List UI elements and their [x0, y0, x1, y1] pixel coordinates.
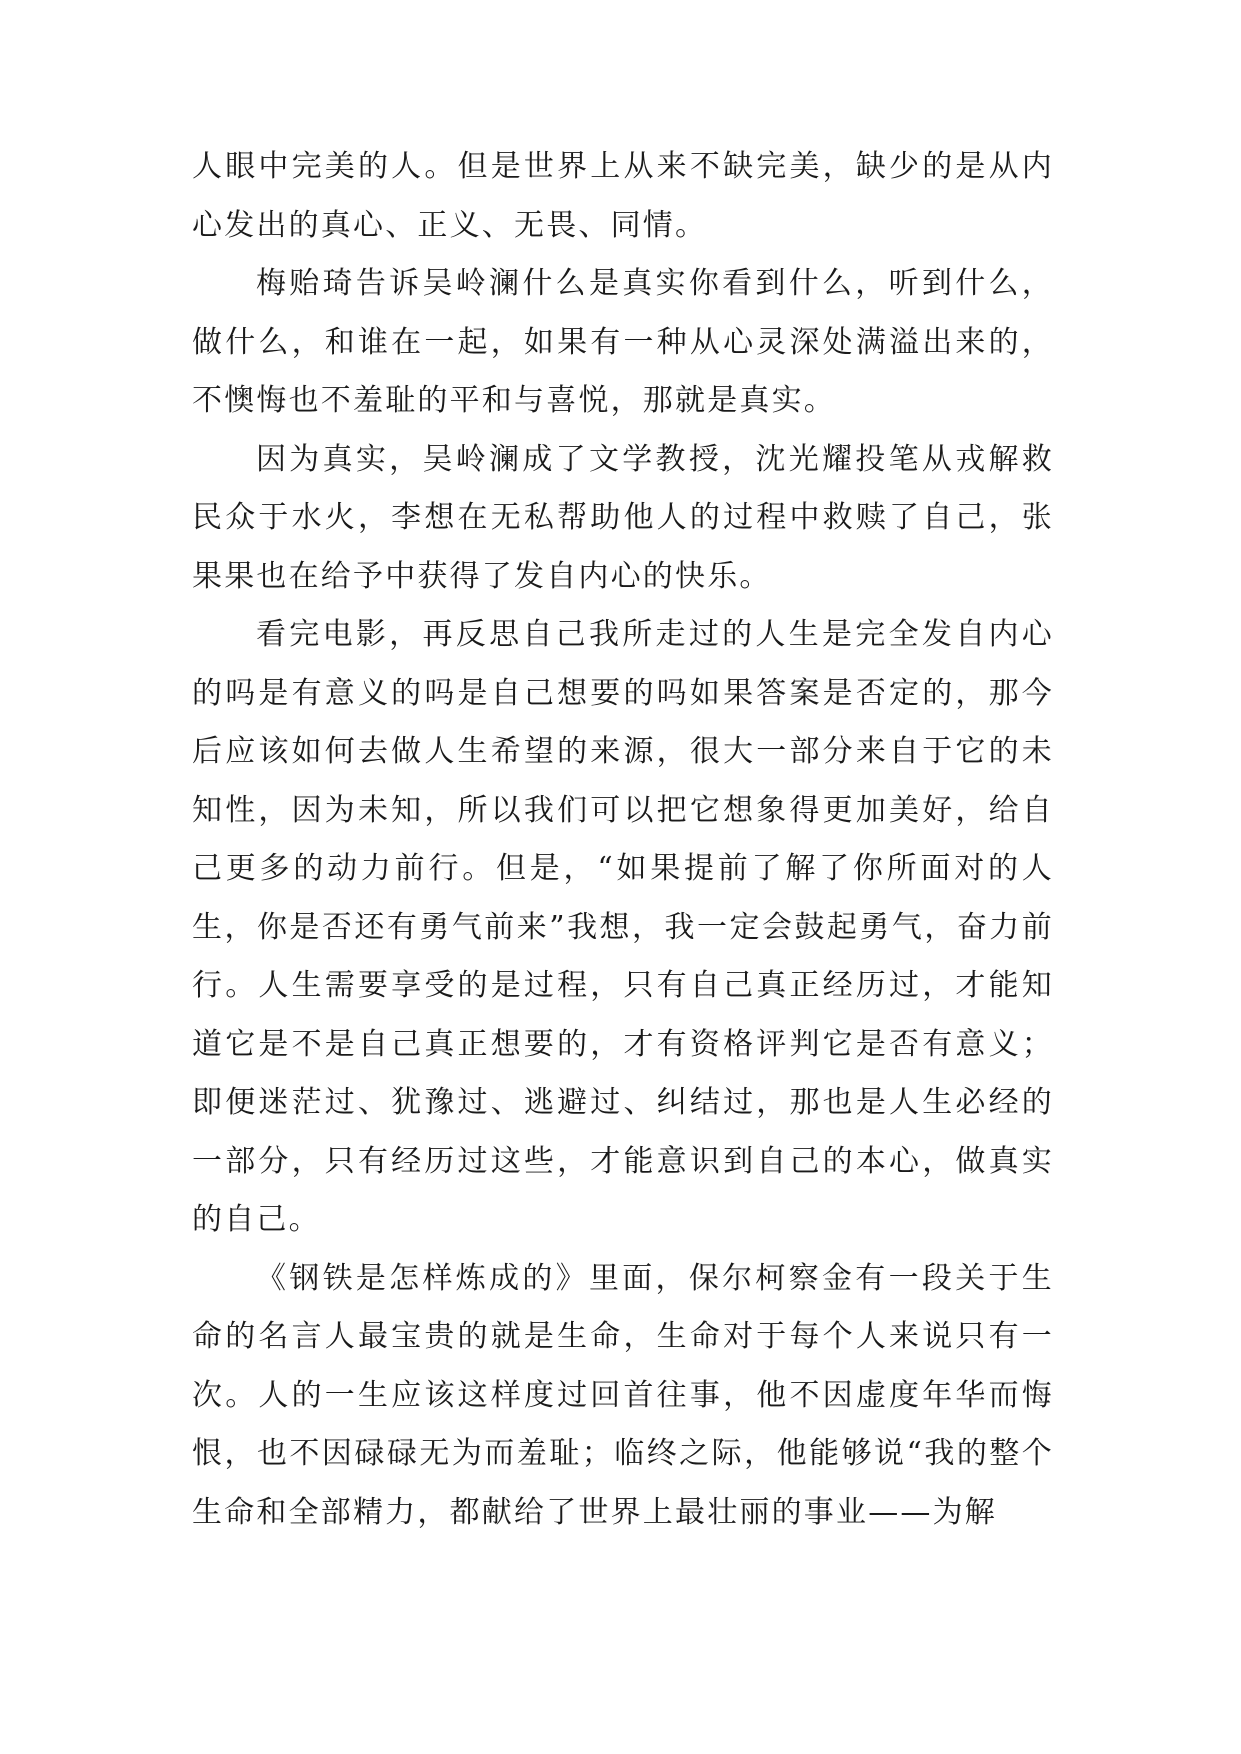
body-text: [192, 138, 1054, 1542]
paragraph-4: 看完电影，再反思自己我所走过的人生是完全发自内心的吗是有意义的吗是自己想要的吗如果答案是否定的，那今后应该如何去做人生希望的来源，很大一部分来自于它的未知性，因为未知，所以我们可以把它想象得更加美好，给自己更多的动力前行。但是，“如果提前了解了你所面对的人生，你是否还有勇气前来”我想，我一定会鼓起勇气，奋力前行。人生需要享受的是过程，只有自己真正经历过，才能知道它是不是自己真正想要的，才有资格评判它是否有意义；即便迷茫过、犹豫过、逃避过、纠结过，那也是人生必经的一部分，只有经历过这些，才能意识到自己的本心，做真实的自己。: [192, 617, 1054, 1237]
paragraph-1: 人眼中完美的人。但是世界上从来不缺完美，缺少的是从内心发出的真心、正义、无畏、同情。: [192, 149, 1054, 243]
paragraph-3: 因为真实，吴岭澜成了文学教授，沈光耀投笔从戎解救民众于水火，李想在无私帮助他人的过程中救赎了自己，张果果也在给予中获得了发自内心的快乐。: [192, 441, 1054, 594]
paragraph-5: 《钢铁是怎样炼成的》里面，保尔柯察金有一段关于生命的名言人最宝贵的就是生命，生命对于每个人来说只有一次。人的一生应该这样度过回首往事，他不因虚度年华而悔恨，也不因碌碌无为而羞耻；临终之际，他能够说“我的整个生命和全部精力，都献给了世界上最壮丽的事业——为解: [192, 1260, 1054, 1530]
paragraph-2: 梅贻琦告诉吴岭澜什么是真实你看到什么，听到什么，做什么，和谁在一起，如果有一种从心灵深处满溢出来的，不懊悔也不羞耻的平和与喜悦，那就是真实。: [192, 266, 1054, 418]
